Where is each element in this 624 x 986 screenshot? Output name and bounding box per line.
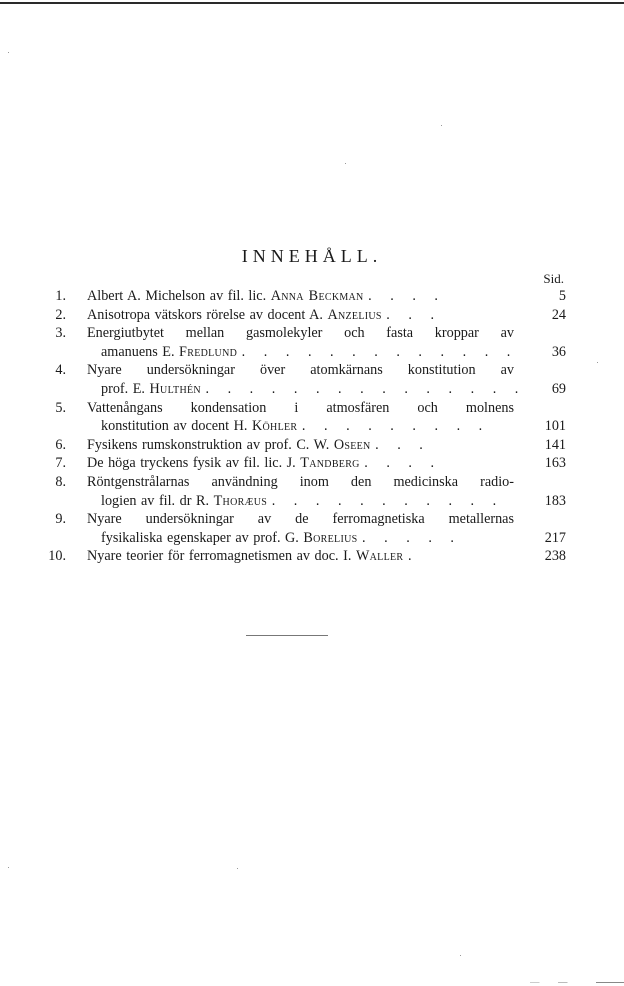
entry-author: Oseen — [333, 436, 371, 453]
dot-leader: . . . . . . . . . — [301, 418, 490, 435]
scan-speck — [441, 125, 442, 126]
entry-author: Borelius — [303, 529, 358, 546]
entry-number: 10. — [48, 548, 66, 565]
dot-leader: . . . . — [364, 455, 442, 472]
top-edge-rule — [0, 2, 624, 4]
entry-author: Fredlund — [179, 343, 238, 360]
entry-title-line: fysikaliska egenskaper av prof. G. Borelius . . . . . — [101, 529, 461, 546]
toc-entry — [36, 454, 566, 473]
entry-title-line: Nyare undersökningar över atomkärnans konstitution av — [87, 362, 514, 379]
entry-author: Tandberg — [300, 455, 360, 472]
dot-leader: . . . — [386, 306, 442, 323]
toc-entry — [36, 324, 566, 361]
dot-leader: . . . . . . . . . . . . . — [241, 343, 518, 360]
entry-number: 6. — [55, 436, 66, 453]
toc-entry — [36, 473, 566, 510]
dot-leader: . . . . . . . . . . . — [271, 492, 504, 509]
section-divider-rule — [246, 635, 328, 636]
entry-page-number: 217 — [544, 529, 566, 546]
entry-page-number: 183 — [544, 492, 566, 509]
entry-title-line: Anisotropa vätskors rörelse av docent A. Anzelius . . . — [87, 306, 442, 323]
entry-page-number: 238 — [544, 548, 566, 565]
scan-speck — [8, 867, 9, 868]
entry-title-line: amanuens E. Fredlund . . . . . . . . . . . . . — [101, 343, 518, 360]
page-column-label: Sid. — [543, 271, 564, 286]
dot-leader: . . . . . — [362, 529, 461, 546]
toc-entry — [36, 287, 566, 306]
entry-author: Köhler — [251, 418, 298, 435]
entry-author: Anzelius — [327, 306, 382, 323]
scan-speck — [237, 868, 238, 869]
entry-title-line: logien av fil. dr R. Thoræus . . . . . . . . . . . — [101, 492, 504, 509]
entry-title-line: Energiutbytet mellan gasmolekyler och fasta kroppar av — [87, 325, 514, 342]
table-of-contents — [36, 287, 566, 566]
entry-number: 8. — [55, 473, 66, 490]
entry-number: 5. — [55, 399, 66, 416]
entry-author: Thoræus — [213, 492, 268, 509]
entry-page-number: 69 — [551, 380, 566, 397]
entry-page-number: 101 — [544, 418, 566, 435]
entry-title-line: Nyare undersökningar av de ferromagnetiska metallernas — [87, 511, 514, 528]
toc-entry — [36, 510, 566, 547]
scan-speck — [8, 52, 9, 53]
entry-page-number: 163 — [544, 455, 566, 472]
scan-speck — [345, 163, 346, 164]
entry-number: 2. — [55, 306, 66, 323]
entry-number: 9. — [55, 511, 66, 528]
toc-entry — [36, 361, 566, 398]
entry-title-line: De höga tryckens fysik av fil. lic. J. Tandberg . . . . — [87, 455, 442, 472]
entry-author: Waller — [355, 548, 404, 565]
scan-speck — [597, 362, 598, 363]
toc-entry — [36, 306, 566, 325]
entry-author: Anna Beckman — [270, 288, 364, 304]
entry-page-number: 5 — [558, 288, 566, 304]
toc-entry — [36, 399, 566, 436]
toc-entry — [36, 436, 566, 455]
entry-page-number: 141 — [544, 436, 566, 453]
page-title: INNEHÅLL. — [241, 246, 383, 266]
entry-number: 7. — [55, 455, 66, 472]
entry-page-number: 36 — [551, 343, 566, 360]
scan-edge-noise — [530, 982, 624, 983]
dot-leader: . . . . — [368, 288, 445, 304]
entry-number: 1. — [55, 288, 66, 304]
entry-author: Hulthén — [149, 380, 201, 397]
entry-title-line: konstitution av docent H. Köhler . . . . . . . . . — [101, 418, 490, 435]
entry-number: 4. — [55, 362, 66, 379]
toc-entry — [36, 547, 566, 566]
dot-leader: . — [407, 548, 419, 565]
entry-title-line: Albert A. Michelson av fil. lic. Anna Beckman . . . . — [87, 288, 445, 304]
entry-number: 3. — [55, 325, 66, 342]
entry-title-line: Fysikens rumskonstruktion av prof. C. W. Oseen . . . — [87, 436, 430, 453]
entry-title-line: Nyare teorier för ferromagnetismen av doc. I. Waller . — [87, 548, 419, 565]
entry-title-line: Vattenångans kondensation i atmosfären och molnens — [87, 399, 514, 416]
entry-title-line: Röntgenstrålarnas användning inom den medicinska radio- — [87, 473, 514, 490]
entry-page-number: 24 — [551, 306, 566, 323]
scan-speck — [460, 955, 461, 956]
entry-title-line: prof. E. Hulthén . . . . . . . . . . . . . . . — [101, 380, 526, 397]
dot-leader: . . . . . . . . . . . . . . . — [205, 380, 526, 397]
dot-leader: . . . — [375, 436, 430, 453]
